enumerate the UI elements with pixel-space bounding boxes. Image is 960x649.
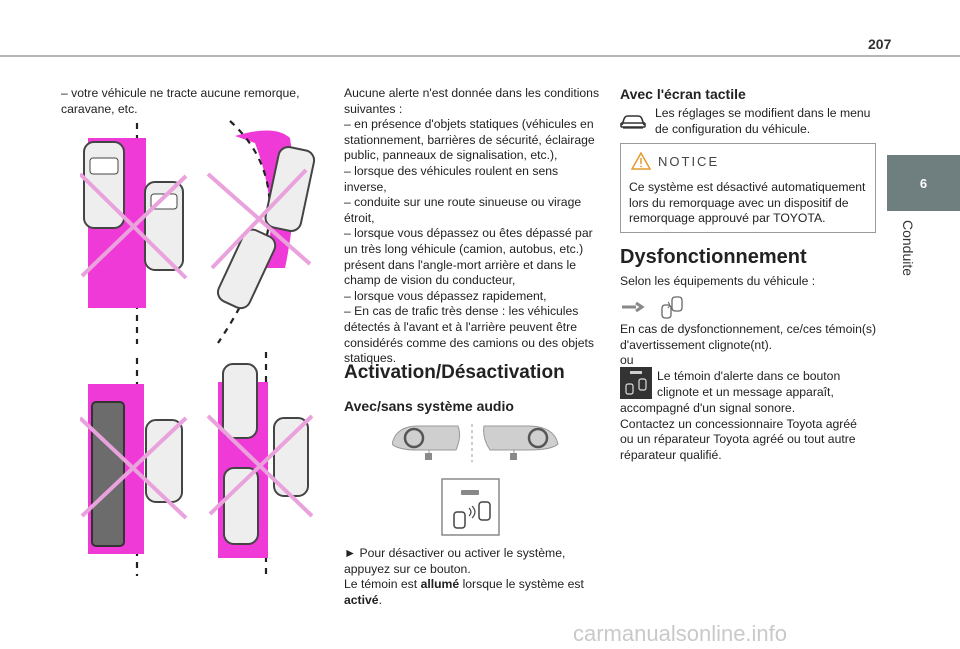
scenario-long-truck (80, 358, 186, 576)
intro-text: – votre véhicule ne tracte aucune remorque, caravane, etc. (61, 86, 300, 116)
malfunction-heading: Dysfonctionnement (620, 246, 807, 268)
notice-text: Ce système est désactivé automatiquement lors du remorquage avec un dispositif de remorquage approuvé par TOYOTA. (629, 180, 866, 226)
chapter-number: 6 (919, 175, 928, 191)
touchscreen-text: Les réglages se modifient dans le menu de configuration du véhicule. (655, 106, 871, 136)
touchscreen-heading: Avec l'écran tactile (620, 86, 746, 102)
no-alert-conditions: Aucune alerte n'est donnée dans les conditions suivantes : – en présence d'objets statiques (véhicules en stationnement, barrières de sécurité, éclairage public, panneaux de signalisation, etc.), – lorsque des véhicules roulent en sens inverse, – conduite sur une route sinueuse ou virage étroit, – lorsque vous dépassez ou êtes dépassé par un très long véhicule (camion, autobus, etc.) présent dans l'angle-mort arrière et dans le champ de vision du conducteur, – lorsque vous dépassez rapidement, – En cas de trafic très dense : les véhicules détectés à l'avant et à l'arrière peuvent être considérés comme des camions ou des objets statiques. (344, 86, 600, 366)
bsm-warning-button-icon (620, 367, 652, 399)
notice-label: NOTICE (658, 154, 720, 169)
steering-wheel-icons (392, 420, 562, 464)
equipment-text: Selon les équipements du véhicule : (620, 274, 816, 288)
header-rule (0, 55, 960, 57)
audio-subheading: Avec/sans système audio (344, 398, 514, 414)
malfunction-text: En cas de dysfonctionnement, ce/ces témoin(s) d'avertissement clignote(nt). ou (620, 322, 877, 368)
chapter-label: Conduite (900, 220, 916, 277)
activation-instructions: ► Pour désactiver ou activer le système, appuyez sur ce bouton. Le témoin est allumé lorsque le système est activé. (344, 546, 584, 607)
watermark: carmanualsonline.info (573, 621, 788, 646)
chapter-tab[interactable] (887, 155, 960, 211)
activation-heading: Activation/Désactivation (344, 362, 565, 383)
scenario-dense-traffic (208, 352, 312, 576)
contact-text: accompagné d'un signal sonore. Contactez un concessionnaire Toyota agréé ou un réparateur Toyota agréé ou tout autre réparateur qualifié. (620, 401, 857, 462)
notice-box (620, 143, 876, 233)
scenario-curved-road (208, 121, 316, 343)
blind-spot-illustrations (80, 118, 330, 583)
bsm-button-icon[interactable] (441, 478, 500, 536)
warning-light-text: Le témoin d'alerte dans ce bouton clignote et un message apparaît, (657, 369, 841, 399)
car-settings-icon (620, 112, 646, 130)
warning-triangle-icon (631, 152, 651, 170)
page-number: 207 (868, 36, 892, 52)
malfunction-warning-icons (620, 295, 686, 319)
scenario-parked-vehicles (80, 123, 186, 344)
